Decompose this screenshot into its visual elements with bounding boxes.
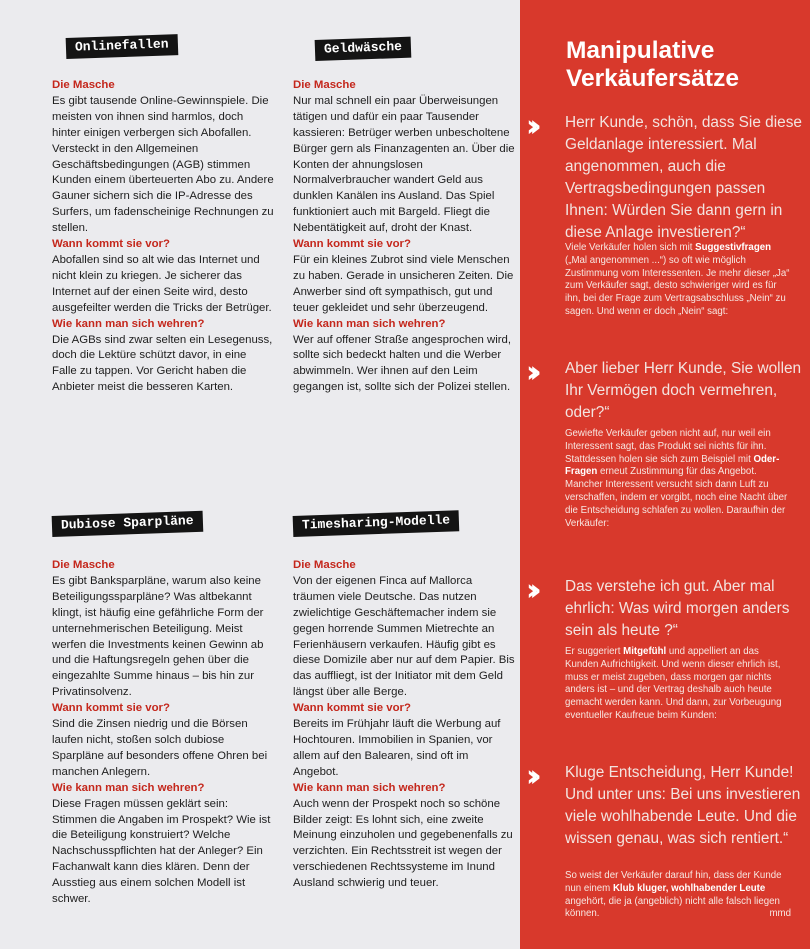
double-chevron-quote-icon: ›› — [526, 109, 533, 144]
wann-text: Sind die Zinsen niedrig und die Börsen laufen nicht, stoßen solch dubiose Sparpläne auf besonders offene Ohren bei manchen Anlegern. — [52, 718, 268, 778]
sales-quote: Herr Kunde, schön, dass Sie diese Geldanlage interessiert. Mal angenommen, auch die Vertragsbedingungen passen Ihnen: Würden Sie dann gern in diese Anlage investieren?“ — [565, 114, 802, 241]
double-chevron-quote-icon: ›› — [526, 573, 533, 608]
article-timesharing — [293, 512, 515, 892]
masche-text: Von der eigenen Finca auf Mallorca träumen viele Deutsche. Das nutzen zwielichtige Geschäftemacher indem sie gegen horrende Summen Mietrechte an Ferienhäusern verkaufen. Häufig gibt es diese Domizile aber nur auf dem Papier. Bis das auffliegt, ist der Initiator mit dem Geld längst über alle Berge. — [293, 574, 515, 699]
article-label: Onlinefallen — [66, 34, 178, 59]
wann-heading: Wann kommt sie vor? — [52, 702, 170, 715]
double-chevron-quote-icon: ›› — [526, 355, 533, 390]
wann-text: Für ein kleines Zubrot sind viele Menschen zu haben. Gerade in unsicheren Zeiten. Die Anwerber sind oft sympathisch, gut und teuer gekleidet und sehr überzeugend. — [293, 253, 514, 314]
quote-explanation — [565, 646, 791, 723]
masche-text: Es gibt Banksparpläne, warum also keine Beteiligungssparpläne? Was altbekannt klingt, ist häufig eine gefährliche Form der unternehmerischen Beteiligung. Meist werfen die Investments keinen Gewinn ab und die Haftungsregeln gehen über die eingezahlte Summe hinaus – bis hin zur Privatinsolvenz. — [52, 574, 264, 699]
sales-quote: Kluge Entscheidung, Herr Kunde! Und unter uns: Bei uns investieren viele wohlhabende Leute. Und die wissen genau, was sich rentiert.“ — [565, 764, 801, 847]
masche-heading: Die Masche — [52, 79, 115, 91]
article-label: Timesharing-Modelle — [293, 510, 460, 537]
article-dubiose-sparplaene — [52, 513, 274, 908]
wehren-text: Die AGBs sind zwar selten ein Lesegenuss, doch die Lektüre schützt davor, in eine Falle zu tappen. Vor Gericht haben die Anbieter meist die besseren Karten. — [52, 333, 273, 394]
explanation-keyword: Oder-Fragen — [565, 453, 780, 478]
explanation-text: angehört, die ja (angeblich) nicht alle falsch liegen können. — [565, 895, 780, 920]
masche-text: Es gibt tausende Online-Gewinnspiele. Die meisten von ihnen sind harmlos, doch hinter einigen verbergen sich Abofallen. Versteckt in den Allgemeinen Geschäftsbedingungen (AGB) stimmen Kunden einem überteuerten Abo zu. Andere Gauner sichern sich die IP-Adresse des Surfers, um fadenscheinige Rechnungen zu stellen. — [52, 94, 274, 235]
wehren-heading: Wie kann man sich wehren? — [52, 781, 205, 794]
explanation-text: und appelliert an das Kunden Aufrichtigkeit. Und wenn dieser ehrlich ist, muss er meist zugeben, dass morgen gar nichts anders ist – und der Vertrag deshalb auch heute gemacht werden kann. Und dann, zur Vorbeugung eventueller Kaufreue beim Kunden: — [565, 646, 782, 721]
explanation-text: („Mal angenommen ...“) so oft wie möglich Zustimmung vom Interessenten. Je mehr dieser „Ja“ zum Verkäufer sagt, desto schwieriger wird es für ihn, bei der Frage zum Vertragsabschluss „Nein“ zu sagen. Und wenn er doch „Nein“ sagt: — [565, 254, 790, 317]
wehren-text: Diese Fragen müssen geklärt sein: Stimmen die Angaben im Prospekt? Wie ist die Beteiligung konstruiert? Welche Nachschusspflichten hat der Anleger? Ein Fachanwalt kann dies klären. Denn der Ausstieg aus einem solchen Modell ist schwer. — [52, 797, 271, 906]
wehren-heading: Wie kann man sich wehren? — [293, 317, 446, 330]
sidebar-title-line: Verkäufersätze — [566, 65, 739, 92]
author-signature: mmd — [769, 908, 791, 920]
wehren-heading: Wie kann man sich wehren? — [52, 317, 205, 330]
article-onlinefallen — [52, 38, 274, 396]
wann-heading: Wann kommt sie vor? — [293, 702, 411, 715]
sales-quote: Aber lieber Herr Kunde, Sie wollen Ihr Vermögen doch vermehren, oder?“ — [565, 360, 802, 421]
article-label: Geldwäsche — [315, 37, 412, 61]
sidebar-title-line: Manipulative — [566, 37, 715, 64]
wehren-heading: Wie kann man sich wehren? — [293, 781, 446, 794]
quote-explanation — [565, 242, 791, 319]
masche-text: Nur mal schnell ein paar Überweisungen tätigen und dafür ein paar Tausender kassieren: Betrüger werben unbescholtene Bürger gern als Finanzagenten an. Über die Konten der ahnungslosen Normalverbraucher wandert Geld aus dunklen Kanälen ins Ausland. Das Spiel funktioniert auch mit Bargeld. Fliegt die Nebentätigkeit auf, droht der Knast. — [293, 94, 515, 235]
explanation-text: Gewiefte Verkäufer geben nicht auf, nur weil ein Interessent sagt, das Produkt sei nichts für ihn. Stattdessen holen sie sich zum Beispiel mit — [565, 428, 771, 465]
quote-explanation — [565, 428, 791, 530]
article-label: Dubiose Sparpläne — [52, 511, 203, 537]
article-geldwaesche — [293, 40, 515, 396]
wann-text: Abofallen sind so alt wie das Internet und nicht klein zu kriegen. Je sicherer das Internet auf der einen Seite wird, desto ausgefeilter werden die Tricks der Betrüger. — [52, 253, 272, 314]
explanation-keyword: Suggestivfragen — [695, 242, 772, 253]
explanation-keyword: Klub kluger, wohlhabender Leute — [612, 882, 766, 894]
sidebar-title — [566, 37, 796, 93]
wehren-text: Auch wenn der Prospekt noch so schöne Bilder zeigt: Es lohnt sich, eine zweite Meinung einzuholen und gegebenenfalls zu verzichten. Ein Rechtsstreit ist wegen der verschiedenen Rechtssysteme im Inund Ausland schwierig und teuer. — [293, 797, 513, 890]
sales-quote: Das verstehe ich gut. Aber mal ehrlich: Was wird morgen anders sein als heute ?“ — [565, 578, 790, 639]
double-chevron-quote-icon: ›› — [526, 759, 533, 794]
wann-heading: Wann kommt sie vor? — [293, 238, 411, 251]
explanation-text: So weist der Verkäufer darauf hin, dass der Kunde nun einem — [565, 870, 782, 894]
quote-explanation — [565, 870, 791, 921]
sidebar-manipulative-saetze — [520, 0, 810, 949]
masche-heading: Die Masche — [293, 79, 356, 91]
explanation-text: Er suggeriert — [565, 646, 624, 657]
explanation-keyword: Mitgefühl — [623, 646, 667, 657]
wann-heading: Wann kommt sie vor? — [52, 238, 170, 251]
explanation-text: Viele Verkäufer holen sich mit — [565, 242, 696, 253]
wehren-text: Wer auf offener Straße angesprochen wird, sollte sich bedeckt halten und die Werber abwimmeln. Wer ihnen auf den Leim gegangen ist, sollte sich der Polizei stellen. — [293, 333, 512, 394]
wann-text: Bereits im Frühjahr läuft die Werbung auf Hochtouren. Immobilien in Spanien, vor allem auf den Balearen, sind oft im Angebot. — [293, 718, 501, 778]
masche-heading: Die Masche — [293, 559, 356, 571]
explanation-text: erneut Zustimmung für das Angebot. Mancher Interessent versucht sich dann Luft zu verschaffen, indem er vorgibt, noch eine Nacht über die Entscheidung schlafen zu wollen. Daraufhin der Verkäufer: — [565, 466, 788, 529]
masche-heading: Die Masche — [52, 559, 115, 571]
